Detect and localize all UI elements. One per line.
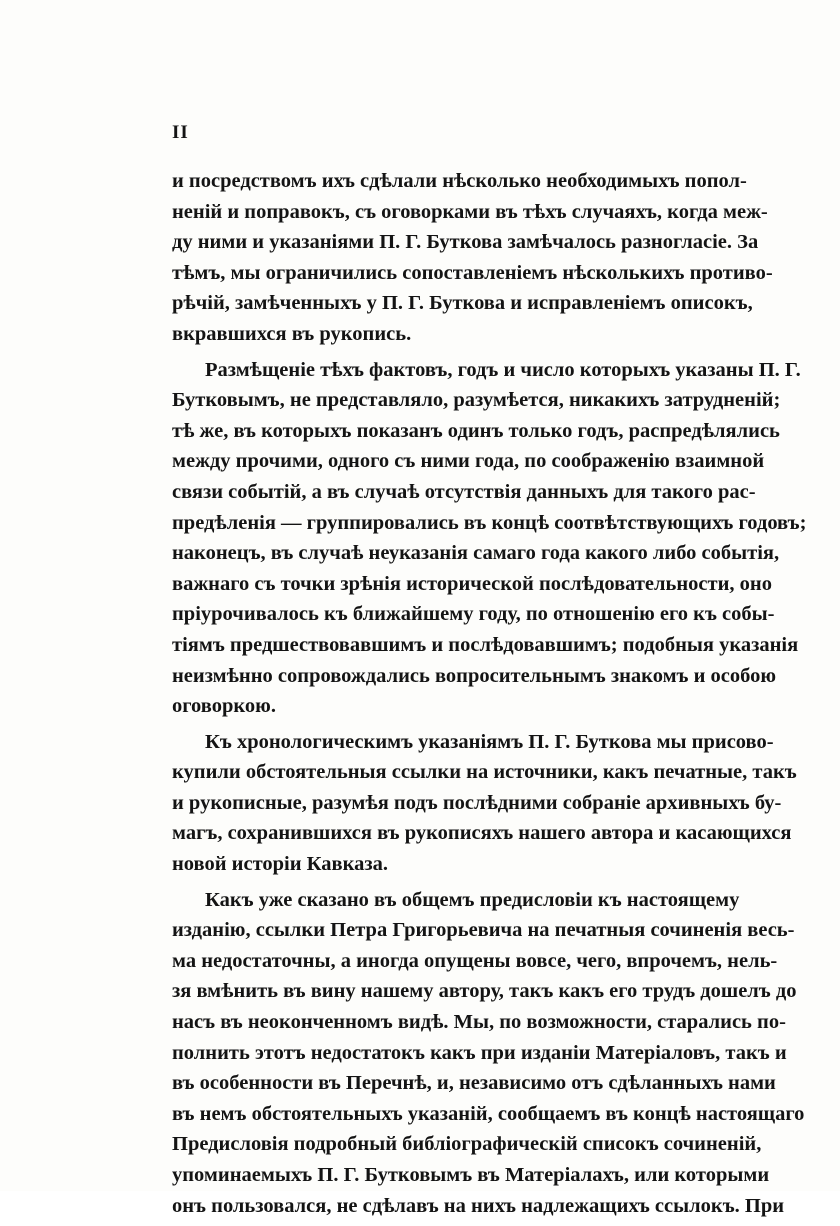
page-number: II — [172, 122, 189, 143]
text-line: вкравшихся въ рукопись. — [172, 322, 412, 345]
text-line: магъ, сохранившихся въ рукописяхъ нашего автора и касающихся — [172, 822, 792, 845]
text-line: изданію, ссылки Петра Григорьевича на печатныя сочиненія весь- — [172, 919, 795, 942]
text-line: Какъ уже сказано въ общемъ предисловіи къ настоящему — [205, 888, 740, 911]
text-line: важнаго съ точки зрѣнія исторической послѣдовательности, оно — [172, 572, 772, 595]
text-line: полнить этотъ недостатокъ какъ при изданіи Матеріаловъ, такъ и — [172, 1041, 787, 1064]
text-line: между прочими, одного съ ними года, по соображенію взаимной — [172, 450, 765, 473]
text-line: тіямъ предшествовавшимъ и послѣдовавшимъ; подобныя указанія — [172, 633, 799, 656]
text-line: новой исторіи Кавказа. — [172, 853, 388, 876]
text-line: насъ въ неоконченномъ видѣ. Мы, по возможности, старались по- — [172, 1011, 786, 1034]
text-line: оговоркою. — [172, 695, 276, 718]
paragraph — [172, 885, 805, 1222]
text-line: ду ними и указаніями П. Г. Буткова замѣчалось разногласіе. За — [172, 231, 759, 254]
text-line: тѣ же, въ которыхъ показанъ одинъ только годъ, распредѣлялись — [172, 419, 780, 442]
text-line: тѣмъ, мы ограничились сопоставленіемъ нѣсколькихъ противо- — [172, 261, 773, 284]
text-line: неній и поправокъ, съ оговорками въ тѣхъ случаяхъ, когда меж- — [172, 200, 768, 223]
text-line: зя вмѣнить въ вину нашему автору, такъ какъ его трудъ дошелъ до — [172, 980, 797, 1003]
text-line: упоминаемыхъ П. Г. Бутковымъ въ Матеріалахъ, или которыми — [172, 1164, 770, 1186]
paragraph — [172, 727, 797, 880]
text-line: неизмѣнно сопровождались вопросительнымъ знакомъ и особою — [172, 664, 777, 687]
text-line: Предисловія подробный библіографическій списокъ сочиненій, — [172, 1133, 762, 1156]
text-line: и посредствомъ ихъ сдѣлали нѣсколько необходимыхъ попол- — [172, 170, 747, 192]
text-line: онъ пользовался, не сдѣлавъ на нихъ надлежащихъ ссылокъ. При — [172, 1194, 785, 1217]
text-line: Къ хронологическимъ указаніямъ П. Г. Буткова мы присово- — [205, 730, 774, 753]
paragraph — [172, 166, 773, 350]
text-line: связи событій, а въ случаѣ отсутствія данныхъ для такого рас- — [172, 480, 756, 503]
text-line: пріурочивалось къ ближайшему году, по отношенію его къ собы- — [172, 603, 775, 626]
text-line: предѣленія — группировались въ концѣ соотвѣтствующихъ годовъ; — [172, 511, 807, 534]
text-line: ма недостаточны, а иногда опущены вовсе, чего, впрочемъ, нель- — [172, 949, 778, 972]
text-line: въ особенности въ Перечнѣ, и, независимо отъ сдѣланныхъ нами — [172, 1072, 776, 1095]
text-line: въ немъ обстоятельныхъ указаній, сообщаемъ въ концѣ настоящаго — [172, 1102, 805, 1125]
text-line: рѣчій, замѣченныхъ у П. Г. Буткова и исправленіемъ описокъ, — [172, 292, 753, 315]
paragraph — [172, 355, 807, 722]
text-line: и рукописные, разумѣя подъ послѣдними собраніе архивныхъ бу- — [172, 791, 782, 814]
text-line: Бутковымъ, не представляло, разумѣется, никакихъ затрудненій; — [172, 389, 781, 412]
text-line: Размѣщеніе тѣхъ фактовъ, годъ и число которыхъ указаны П. Г. — [205, 358, 801, 381]
body-text — [172, 166, 807, 1226]
text-line: купили обстоятельныя ссылки на источники, какъ печатные, такъ — [172, 761, 797, 784]
text-line: наконецъ, въ случаѣ неуказанія самаго года какого либо событія, — [172, 542, 780, 565]
